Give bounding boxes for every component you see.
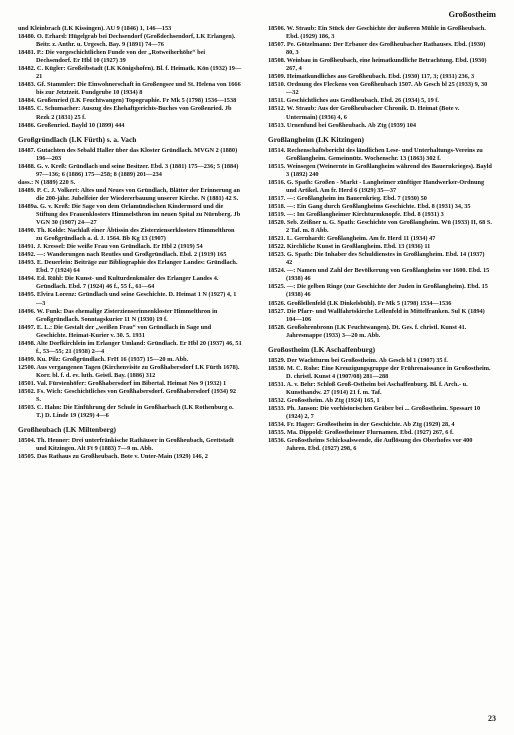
bibliography-entry: 18508. Weinbau in Großheubach, eine heimatkundliche Betrachtung. Ebd. (1930) 267, 4	[268, 57, 487, 73]
section-heading: Großlangheim (LK Kitzingen)	[268, 134, 364, 144]
bibliography-entry: 18488. G. v. Kreß: Gründlach und seine Besitzer. Ebd. 3 (1881) 175—236; 5 (1884) 97—136; 6 (1886) 175—258; 8 (1889) 201—234	[18, 162, 239, 178]
section-heading: Großostheim (LK Aschaffenburg)	[268, 344, 376, 354]
bibliography-entry: 18520. Seb. Zeißner u. G. Spath: Geschichte von Großlangheim. Wü (1933) II, 68 S. 2 Taf. m. 8 Abb.	[268, 219, 492, 235]
bibliography-entry: 18506. W. Straub: Ein Stück der Geschichte der äußeren Mühle in Großheubach. Ebd. (1929) 186, 3	[268, 25, 486, 41]
bibliography-entry: dass.: N (1889) 220 S.	[18, 178, 76, 186]
bibliography-entry: 18485. C. Schumacher: Auszug des Ehehaftgerichts-Buches von Großenried. Jb Rezk 2 (1831) 25 f.	[18, 105, 232, 121]
bibliography-entry: 18505. Das Rathaus zu Großheubach. Bote v. Unter-Main (1929) 146, 2	[18, 453, 208, 461]
bibliography-entry: 18523. G. Spath: Die Inhaber des Schuldienstes in Großlangheim. Ebd. 14 (1937) 42	[268, 251, 485, 267]
bibliography-entry: 18522. Kirchliche Kunst in Großlangheim. Ebd. 13 (1936) 11	[268, 243, 431, 251]
bibliography-entry: 18532. Großostheim. Ab Ztg (1924) 165, 1	[268, 396, 380, 404]
bibliography-entry: 18516. G. Spath: Großen - Markt - Langheimer zünftiger Handwerker-Ordnung und Artikel. Am fr. Herd 6 (1929) 35—37	[268, 178, 485, 194]
bibliography-entry: 18513. Urnenfund bei Großheubach. Ab Ztg (1939) 104	[268, 121, 417, 129]
bibliography-entry: 18533. Ph. Janson: Die vorhistorischen Gräber bei ... Großostheim. Spessart 10 (1924) 2, 7	[268, 405, 481, 421]
bibliography-entry: 18529. Der Wachtturm bei Großostheim. Ab Gesch bl 1 (1907) 35 f.	[268, 356, 448, 364]
bibliography-entry: 18515. Weinsegen (Weinernte in Großlangheim während des Bauernkrieges). Bayld 3 (1892) 240	[268, 162, 492, 178]
bibliography-entry: 18504. Th. Henner: Drei unterfränkische Rathäuser in Großheubach, Grettstadt und Kitzingen. Alt Ft 9 (1883) 7—9 m. Abb.	[18, 437, 234, 453]
bibliography-entry: 18480. O. Erhard: Hügelgrab bei Dechsendorf (Großdechsendorf, LK Erlangen). Beitr. z. Anthr. u. Urgesch. Bay. 9 (1891) 74—76	[18, 33, 236, 49]
bibliography-entry: 18509. Heimatkundliches aus Großheubach. Ebd. (1930) 117, 3; (1931) 236, 3	[268, 73, 475, 81]
running-header: Großostheim	[448, 9, 496, 19]
bibliography-entry: 18490. Th. Kolde: Nachlaß einer Äbtissin des Zisterzienserklosters Himmelthron zu Großgründlach a. d. J. 1564. Bb Kg 13 (1907)	[18, 227, 235, 243]
bibliography-entry: 18524. —: Namen und Zahl der Bevölkerung von Großlangheim vor 1600. Ebd. 15 (1938) 46	[268, 267, 490, 283]
bibliography-entry: 18495. Elvira Lorenz: Gründlach und seine Geschichte. D. Heimat 1 N (1927) 4, 1—3	[18, 291, 237, 307]
bibliography-entry: 18535. Ma. Dippold: Großostheimer Flurnamen. Ebd. (1927) 267, 6 f.	[268, 429, 454, 437]
bibliography-entry: 18487. Gutachten des Sebald Haller über das Kloster Gründlach. MVGN 2 (1880) 196—203	[18, 146, 238, 162]
bibliography-entry: 18482. C. Kügler: Großeibstadt (LK Königshofen). Bl. f. Heimatk. Kön (1932) 19—21	[18, 65, 242, 81]
bibliography-entry: 18494. Ed. Rühl: Die Kunst- und Kulturdenkmäler des Erlanger Landes 4. Gründlach. Ebd. 7 (1924) 46 f., 55 f., 61—64	[18, 275, 219, 291]
bibliography-entry: 18489. P. C. J. Volkert: Altes und Neues von Gründlach, Blätter der Erinnerung an die 200-jähr. Jubelfeier der Wiedererbauung unserer Kirche. N (1881) 42 S.	[18, 186, 241, 202]
bibliography-entry: 12500. Aus vergangenen Tagen (Kirchenvisite zu Großhabersdorf LK Fürth 1678). Korr. bl. f. d. ev. luth. Geistl. Bay. (1886) 312	[18, 363, 240, 379]
bibliography-entry: 18489a. G. v. Kreß: Die Sage von dem Orlamündischen Kindermord und die Stiftung des Frauenklosters Himmelsthron im neuen Spital zu Nürnberg. Jb VGN 30 (1907) 24—27	[18, 202, 241, 227]
bibliography-entry: 18530. M. C. Rohe: Eine Kreuzigungsgruppe der Frührenaissance in Großostheim. D. christl. Kunst 4 (1907/08) 281—288	[268, 364, 491, 380]
bibliography-entry: 18492. —: Wanderungen nach Reutles und Großgründlach. Ebd. 2 (1919) 165	[18, 251, 227, 259]
bibliography-entry: 18511. Geschichtliches aus Großheubach. Ebd. 26 (1934) 5, 19 f.	[268, 97, 439, 105]
bibliography-entry: 18481. P.: Die vorgeschichtlichen Funde von der „Rotweiherhöhe“ bei Dechsendorf. Er Hbl 10 (1927) 39	[18, 49, 206, 65]
bibliography-entry: 18483. Gf. Stammler: Die Einwohnerschaft in Großengsee und St. Helena von 1666 bis zur Jetztzeit. Fundgrube 10 (1934) 8	[18, 81, 241, 97]
bibliography-entry: 18525. —: Die gelben Ringe (zur Geschichte der Juden in Großlangheim). Ebd. 15 (1938) 46	[268, 283, 488, 299]
bibliography-entry: 18528. Großohrenbronn (LK Feuchtwangen). Dt. Ges. f. christl. Kunst 41. Jahresmappe (1933) 3—20 m. Abb.	[268, 323, 467, 339]
bibliography-entry: 18484. Großenried (LK Feuchtwangen) Topographie. Fr Mk 5 (1798) 1536—1538	[18, 97, 237, 105]
right-column	[268, 25, 492, 710]
bibliography-entry: 18517. —: Großlangheim im Bauernkrieg. Ebd. 7 (1930) 50	[268, 194, 427, 202]
bibliography-entry: 18531. A. v. Behr: Schloß Groß-Ostheim bei Aschaffenburg. Bl. f. Arch.- u. Kunsthandw. 27 (1914) 21 f. m. Taf.	[268, 380, 468, 396]
bibliography-entry: 18499. Ku. Pilz: Großgründlach. FrH 16 (1937) 15—20 m. Abb.	[18, 355, 189, 363]
bibliography-entry: 18507. Pe. Götzelmann: Der Erbauer des Großheubacher Rathauses. Ebd. (1930) 80, 3	[268, 41, 486, 57]
bibliography-entry: 18534. Fr. Hager: Großostheim in der Geschichte. Ab Ztg (1929) 28, 4	[268, 421, 455, 429]
bibliography-entry: 18493. E. Deuerlein: Beiträge zur Bibliographie des Erlanger Landes: Gründlach. Ebd. 7 (1924) 64	[18, 259, 238, 275]
bibliography-entry: und Kleinbrach (LK Kissingen). AU 9 (1846) 1, 146—153	[18, 25, 172, 32]
section-heading: Großgründlach (LK Fürth) s. a. Vach	[18, 134, 137, 144]
bibliography-entry: 18498. Alte Dorfkirchlein im Erlanger Umland: Gründlach. Er Hbl 20 (1937) 46, 51 f., 53—55; 21 (1938) 2—4	[18, 339, 242, 355]
section-heading: Großheubach (LK Miltenberg)	[18, 425, 116, 435]
bibliography-entry: 18491. J. Kressel: Die weiße Frau von Gründlach. Er Hbl 2 (1919) 54	[18, 243, 203, 251]
bibliography-entry: 18496. W. Funk: Das ehemalige Zisterzienserinnenkloster Himmelthron in Großgründlach. Sonntagskurier 11 N (1930) 19 f.	[18, 307, 218, 323]
bibliography-entry: 18521. L. Gernhardt: Großlangheim. Am fr. Herd 11 (1934) 47	[268, 235, 436, 243]
bibliography-entry: 18503. C. Hahn: Die Einführung der Schule in Großharbach (LK Rothenburg o. T.) D. Linde 19 (1929) 4—6	[18, 404, 234, 420]
left-column	[18, 25, 242, 710]
bibliography-entry: 18519. —: Im Großlangheimer Kirchturmknopfe. Ebd. 8 (1931) 3	[268, 210, 444, 218]
bibliography-entry: 18512. W. Straub: Aus der Großheubacher Chronik. D. Heimat (Bote v. Untermain) (1936) 4, 6	[268, 105, 460, 121]
page-number: 23	[488, 714, 496, 723]
bibliography-entry: 18527. Die Pfarr- und Wallfahrtskirche Lellenfeld in Mittelfranken. Sul K (1894) 104—106	[268, 307, 485, 323]
bibliography-entry: 18526. Großlellenfeld (LK Dinkelsbühl). Fr Mk 5 (1798) 1534—1536	[268, 299, 452, 307]
bibliography-entry: 18502. Fs. Wich: Geschichtliches von Großhabersdorf. Großhabersdorf (1934) 92 S.	[18, 388, 237, 404]
bibliography-entry: 18486. Großenried. Bayld 10 (1899) 444	[18, 121, 125, 129]
bibliography-entry: 18536. Großostheims Schicksalswende, die Auflösung des Oberhofes vor 400 Jahren. Ebd. (1927) 298, 6	[268, 437, 473, 453]
bibliography-entry: 18514. Rechenschaftsbericht des ländlichen Lese- und Unterhaltungs-Vereins zu Großlangheim. Gemeinnütz. Wochenschr. 13 (1863) 302 f.	[268, 146, 483, 162]
bibliography-entry: 18497. E. L.: Die Gestalt der „weißen Frau“ von Gründlach in Sage und Geschichte. Heimat-Kurier v. 30. 5. 1931	[18, 323, 212, 339]
bibliography-entry: 18510. Ordnung des Fleckens von Großheubach 1507. Ab Gesch bl 25 (1933) 9, 30—32	[268, 81, 488, 97]
bibliography-entry: 18501. Val. Fürstenhöfer: Großhabersdorf im Bibertal. Heimat Nes 9 (1932) 1	[18, 379, 227, 387]
bibliography-entry: 18518. —: Ein Gang durch Großlangheims Geschichte. Ebd. 8 (1931) 34, 35	[268, 202, 471, 210]
